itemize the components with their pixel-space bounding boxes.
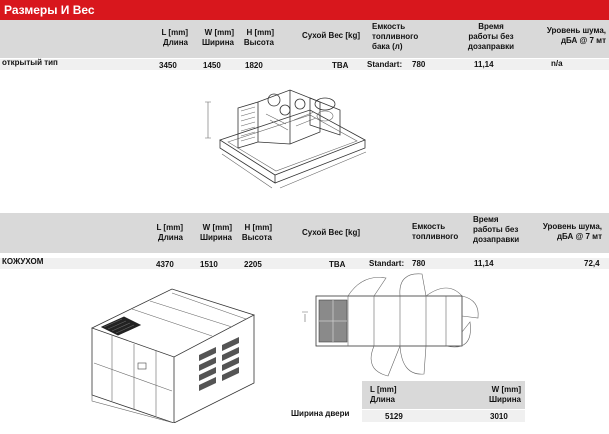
table2-row-time: 11,14 [474,259,494,268]
table1-row-name: открытый тип [2,58,58,67]
table2-header-h: H [mm] Высота [241,223,272,242]
table2-row-h: 2205 [244,260,262,269]
canopy-genset-drawing-icon [84,283,260,423]
door-plan-drawing-icon [298,270,484,382]
door-label: Ширина двери [291,409,350,418]
table1-header-w: W [mm] Ширина [201,28,234,47]
door-header-l: L [mm] Длина [370,385,397,404]
table2-header-time: Время работы без дозаправки [473,215,520,244]
table2-header-tank: Емкость топливного [412,222,459,241]
table1-row-standart: Standart: [367,60,403,69]
section-title: Размеры И Вес [0,0,609,20]
table2-row-band [0,258,609,269]
table2-header-weight: Сухой Вес [kg] [301,228,360,237]
table2-header-w: W [mm] Ширина [199,223,232,242]
table2-row-noise: 72,4 [584,259,600,268]
table1-row-w: 1450 [203,61,221,70]
table1-row-time: 11,14 [474,60,494,69]
table1-header-noise: Уровень шума, дБА @ 7 мт [546,26,606,45]
door-l: 5129 [385,412,403,421]
table2-header-noise: Уровень шума, дБА @ 7 мт [542,222,602,241]
table1-row-tank: 780 [412,60,426,69]
table1-row-weight: TBA [332,61,349,70]
door-w: 3010 [490,412,508,421]
table1-row-h: 1820 [245,61,263,70]
table2-row-standart: Standart: [369,259,405,268]
table1-header-h: H [mm] Высота [243,28,274,47]
table2-row-w: 1510 [200,260,218,269]
table1-header-weight: Сухой Вес [kg] [301,31,360,40]
table2-row-l: 4370 [156,260,174,269]
table2-row-tank: 780 [412,259,426,268]
table2-row-weight: TBA [329,260,346,269]
table1-header-l: L [mm] Длина [161,28,188,47]
table2-header-l: L [mm] Длина [156,223,183,242]
door-header-w: W [mm] Ширина [488,385,521,404]
table1-header-tank: Емкость топливного бака (л) [372,22,419,51]
table2-row-name: КОЖУХОМ [2,257,44,266]
table1-row-noise: n/a [551,59,563,68]
table1-header-time: Время работы без дозаправки [467,22,515,51]
table1-row-l: 3450 [159,61,177,70]
table1-row-band [0,59,609,70]
open-genset-drawing-icon [200,80,380,192]
